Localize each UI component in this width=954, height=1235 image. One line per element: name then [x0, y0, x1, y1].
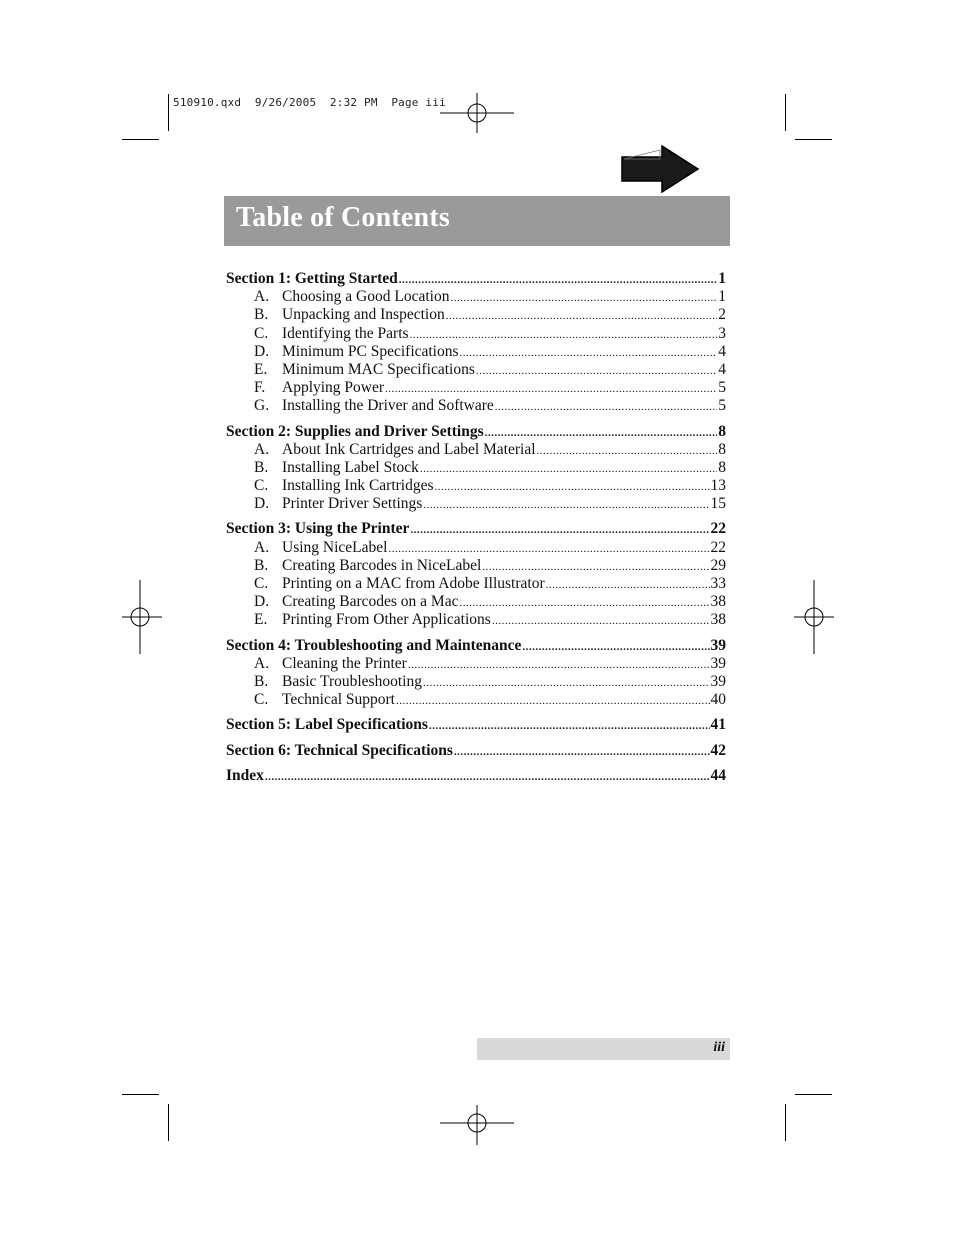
item-label: Printing on a MAC from Adobe Illustrator	[282, 575, 545, 592]
page-number: 5	[718, 397, 726, 415]
dot-leader	[537, 442, 718, 460]
toc-item[interactable]	[226, 288, 726, 306]
item-letter: D.	[254, 342, 270, 360]
item-label: Choosing a Good Location	[282, 288, 450, 306]
item-letter: C.	[254, 691, 269, 709]
section-title: Section 2: Supplies and Driver Settings	[226, 422, 484, 440]
page-number: 29	[710, 556, 726, 574]
toc-section-5	[226, 716, 726, 734]
dot-leader	[459, 594, 709, 612]
toc-section-heading[interactable]	[226, 742, 726, 760]
right-arrow-icon	[620, 145, 700, 193]
item-letter: F.	[254, 379, 266, 397]
toc-item[interactable]	[226, 441, 726, 459]
dot-leader	[410, 326, 718, 344]
toc-item[interactable]	[226, 691, 726, 709]
toc-section-3	[226, 520, 726, 629]
dot-leader	[546, 576, 710, 594]
item-label: Applying Power	[282, 379, 385, 397]
item-label: Installing the Driver and Software	[282, 397, 494, 415]
dot-leader	[476, 362, 717, 380]
section-title: Section 3: Using the Printer	[226, 520, 410, 538]
dot-leader	[435, 478, 710, 496]
page-number: 39	[710, 672, 726, 690]
item-letter: C.	[254, 575, 269, 592]
item-label: Creating Barcodes in NiceLabel	[282, 556, 482, 574]
toc-item[interactable]	[226, 673, 726, 691]
page-number: 15	[710, 495, 726, 513]
crop-mark	[168, 1104, 169, 1141]
item-letter: B.	[254, 458, 269, 476]
item-label: Cleaning the Printer	[282, 654, 407, 672]
toc-section-heading[interactable]	[226, 520, 726, 538]
title-bar	[224, 196, 730, 246]
toc-item[interactable]	[226, 343, 726, 361]
item-letter: D.	[254, 495, 270, 513]
registration-mark-icon	[122, 580, 162, 654]
dot-leader	[495, 398, 717, 416]
crop-mark	[795, 1094, 832, 1095]
dot-leader	[423, 496, 709, 514]
item-letter: A.	[254, 288, 270, 306]
folio-bar	[477, 1038, 730, 1060]
toc-section-2	[226, 423, 726, 514]
item-letter: E.	[254, 611, 268, 629]
item-label: Installing Ink Cartridges	[282, 477, 434, 495]
page-number: 8	[718, 422, 726, 440]
page-number: 39	[710, 636, 726, 654]
crop-mark	[795, 139, 832, 140]
page-title: Table of Contents	[236, 202, 450, 233]
toc-item[interactable]	[226, 655, 726, 673]
page-number: 5	[718, 379, 726, 397]
item-label: Identifying the Parts	[282, 324, 409, 342]
toc-item[interactable]	[226, 575, 726, 593]
item-letter: B.	[254, 556, 269, 574]
index-label: Index	[226, 766, 264, 784]
page-number: 1	[718, 270, 726, 287]
toc-item[interactable]	[226, 495, 726, 513]
dot-leader	[420, 460, 717, 478]
toc-section-heading[interactable]	[226, 716, 726, 734]
page-number: 1	[718, 288, 726, 306]
item-letter: E.	[254, 360, 268, 378]
item-letter: C.	[254, 324, 269, 342]
printer-slug: 510910.qxd 9/26/2005 2:32 PM Page iii	[173, 96, 446, 109]
dot-leader	[396, 692, 710, 710]
dot-leader	[429, 717, 710, 735]
item-letter: G.	[254, 397, 270, 415]
toc-section-heading[interactable]	[226, 637, 726, 655]
registration-mark-icon	[794, 580, 834, 654]
toc-item[interactable]	[226, 539, 726, 557]
toc-item[interactable]	[226, 459, 726, 477]
dot-leader	[410, 521, 709, 539]
item-label: Printer Driver Settings	[282, 495, 423, 513]
dot-leader	[482, 558, 709, 576]
crop-mark	[168, 94, 169, 131]
dot-leader	[423, 674, 710, 692]
toc-item[interactable]	[226, 379, 726, 397]
registration-mark-icon	[440, 93, 514, 133]
item-label: Installing Label Stock	[282, 458, 419, 476]
toc-section-heading[interactable]	[226, 270, 726, 288]
item-letter: A.	[254, 440, 270, 458]
toc-section-heading[interactable]	[226, 423, 726, 441]
crop-mark	[122, 1094, 159, 1095]
page-number: 38	[710, 593, 726, 611]
item-label: Minimum PC Specifications	[282, 342, 459, 360]
registration-mark-icon	[440, 1105, 514, 1145]
item-letter: A.	[254, 538, 270, 556]
item-letter: D.	[254, 593, 270, 611]
toc-section-1	[226, 270, 726, 416]
toc-item[interactable]	[226, 306, 726, 324]
crop-mark	[785, 1104, 786, 1141]
toc-section-6	[226, 742, 726, 760]
toc-item[interactable]	[226, 397, 726, 415]
item-letter: C.	[254, 477, 269, 495]
page-number: 22	[710, 520, 726, 538]
page-number: 4	[718, 342, 726, 360]
dot-leader	[454, 743, 710, 761]
page-number: 41	[710, 716, 726, 734]
dot-leader	[492, 612, 710, 630]
page-folio: iii	[713, 1040, 725, 1055]
page-number: 42	[710, 741, 726, 759]
item-label: Basic Troubleshooting	[282, 672, 422, 690]
item-letter: B.	[254, 672, 269, 690]
page-number: 8	[718, 458, 726, 476]
toc-section-4	[226, 637, 726, 710]
item-label: Printing From Other Applications	[282, 611, 491, 629]
section-title: Section 1: Getting Started	[226, 270, 398, 287]
section-title: Section 4: Troubleshooting and Maintenance	[226, 636, 522, 654]
toc-item[interactable]	[226, 611, 726, 629]
page-number: 2	[718, 306, 726, 324]
dot-leader	[399, 271, 717, 289]
page-number: 33	[710, 575, 726, 592]
page-number: 8	[718, 440, 726, 458]
item-label: Minimum MAC Specifications	[282, 360, 475, 378]
page-number: 13	[710, 477, 726, 495]
dot-leader	[385, 380, 717, 398]
dot-leader	[522, 638, 709, 656]
page-number: 44	[710, 766, 726, 784]
section-title: Section 5: Label Specifications	[226, 716, 428, 734]
dot-leader	[460, 344, 718, 362]
item-label: About Ink Cartridges and Label Material	[282, 440, 536, 458]
toc-item[interactable]	[226, 325, 726, 343]
item-letter: A.	[254, 654, 270, 672]
dot-leader	[408, 656, 710, 674]
dot-leader	[265, 768, 710, 786]
dot-leader	[388, 540, 709, 558]
dot-leader	[450, 289, 717, 307]
item-label: Unpacking and Inspection	[282, 306, 445, 324]
page-number: 40	[710, 691, 726, 709]
item-label: Creating Barcodes on a Mac	[282, 593, 459, 611]
toc-item[interactable]	[226, 477, 726, 495]
toc-item[interactable]	[226, 593, 726, 611]
item-label: Technical Support	[282, 691, 395, 709]
page-number: 22	[710, 538, 726, 556]
crop-mark	[122, 139, 159, 140]
table-of-contents	[226, 270, 726, 785]
toc-item[interactable]	[226, 557, 726, 575]
page-number: 39	[710, 654, 726, 672]
page-number: 4	[718, 360, 726, 378]
section-title: Section 6: Technical Specifications	[226, 741, 453, 759]
page-number: 38	[710, 611, 726, 629]
toc-index[interactable]	[226, 767, 726, 785]
item-label: Using NiceLabel	[282, 538, 388, 556]
item-letter: B.	[254, 306, 269, 324]
toc-item[interactable]	[226, 361, 726, 379]
dot-leader	[446, 307, 718, 325]
crop-mark	[785, 94, 786, 131]
page-number: 3	[718, 324, 726, 342]
dot-leader	[485, 424, 718, 442]
